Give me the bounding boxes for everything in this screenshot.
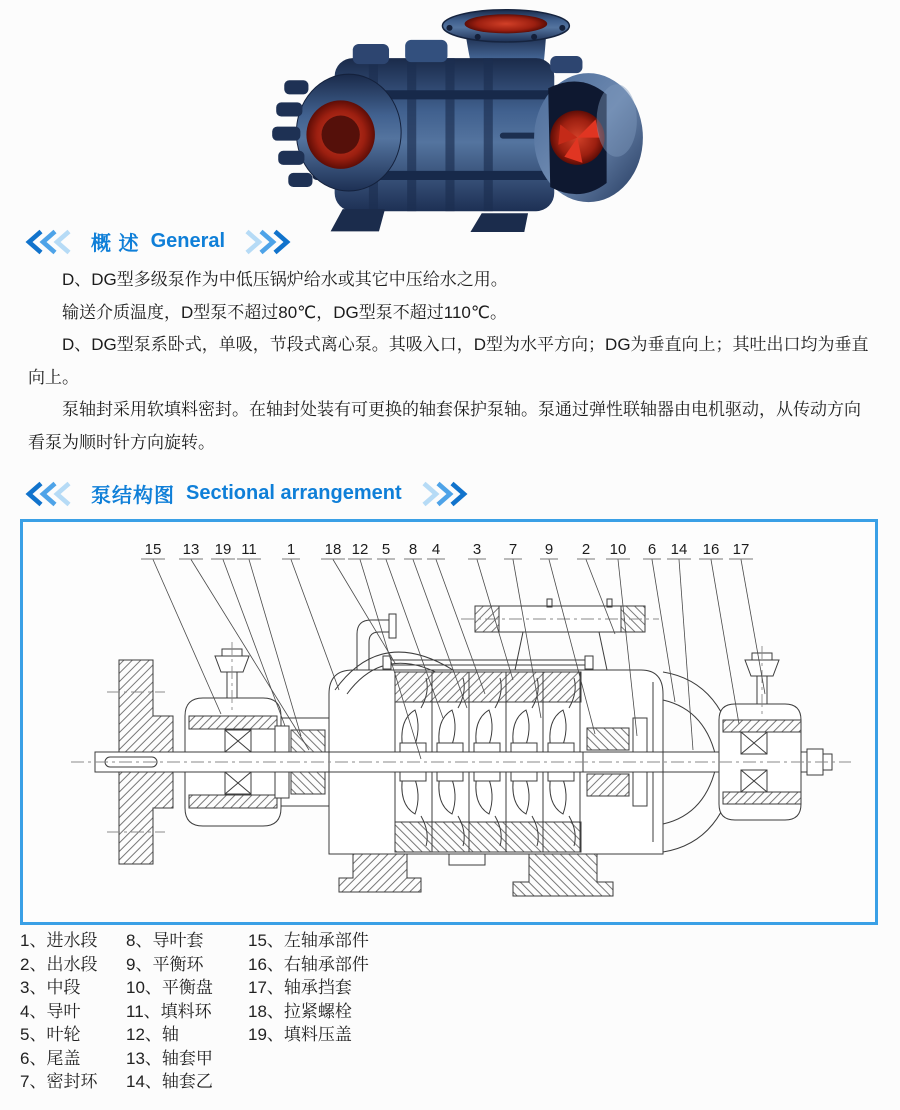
section-title-zh: 泵结构图 bbox=[91, 485, 175, 507]
chevrons-right-icon bbox=[411, 481, 469, 507]
legend-item: 13、轴套甲 bbox=[126, 1048, 213, 1068]
legend-item: 15、左轴承部件 bbox=[248, 931, 369, 950]
callout-label: 1 bbox=[286, 541, 296, 558]
legend-item: 18、拉紧螺栓 bbox=[248, 1001, 352, 1021]
sectional-drawing bbox=[23, 522, 875, 922]
legend-item: 16、右轴承部件 bbox=[248, 954, 369, 974]
legend-item: 2、出水段 bbox=[20, 954, 98, 974]
callout-label: 6 bbox=[647, 541, 657, 558]
legend-item: 8、导叶套 bbox=[126, 931, 204, 950]
callout-label: 7 bbox=[508, 541, 518, 558]
pump-photo-shapes bbox=[272, 10, 643, 232]
callout-label: 18 bbox=[324, 541, 342, 558]
legend-column-3 bbox=[248, 929, 369, 1094]
callout-label: 9 bbox=[544, 541, 554, 558]
legend-item: 9、平衡环 bbox=[126, 954, 204, 974]
legend-item: 14、轴套乙 bbox=[126, 1072, 213, 1091]
callout-label: 3 bbox=[472, 541, 482, 558]
callout-label: 12 bbox=[351, 541, 369, 558]
section-title-zh: 概 述 bbox=[91, 233, 140, 255]
legend-item: 5、叶轮 bbox=[20, 1025, 81, 1044]
callout-label: 15 bbox=[144, 541, 162, 558]
general-paragraphs bbox=[28, 264, 874, 459]
legend-item: 4、导叶 bbox=[20, 1001, 81, 1021]
legend-item: 11、填料环 bbox=[126, 1001, 212, 1021]
pump-feet bbox=[339, 854, 613, 896]
section-header-sectional bbox=[24, 479, 469, 508]
callout-label: 8 bbox=[408, 541, 418, 558]
legend-column-2 bbox=[126, 929, 248, 1094]
paragraph-temperature: 输送介质温度，D型泵不超过80℃，DG型泵不超过110℃。 bbox=[62, 302, 507, 322]
legend-item: 12、轴 bbox=[126, 1025, 179, 1044]
legend-item: 6、尾盖 bbox=[20, 1048, 81, 1068]
sectional-diagram-box bbox=[20, 519, 878, 925]
callout-label: 14 bbox=[670, 541, 688, 558]
callout-label: 10 bbox=[609, 541, 627, 558]
pump-photo bbox=[248, 2, 656, 232]
legend-item: 10、平衡盘 bbox=[126, 978, 213, 997]
parts-legend bbox=[20, 929, 369, 1094]
callout-label: 5 bbox=[381, 541, 391, 558]
callout-label: 19 bbox=[214, 541, 232, 558]
callout-label: 4 bbox=[431, 541, 441, 558]
chevrons-left-icon bbox=[24, 481, 82, 507]
chevrons-left-icon bbox=[24, 229, 82, 255]
legend-item: 7、密封环 bbox=[20, 1072, 98, 1091]
paragraph-usage: D、DG型多级泵作为中低压锅炉给水或其它中压给水之用。 bbox=[62, 270, 508, 289]
callout-label: 2 bbox=[581, 541, 591, 558]
legend-column-1 bbox=[20, 929, 126, 1094]
callout-label: 16 bbox=[702, 541, 720, 558]
section-header-general bbox=[24, 227, 292, 256]
paragraph-orientation: D、DG型泵系卧式，单吸，节段式离心泵。其吸入口，D型为水平方向；DG为垂直向上；其吐出口均为垂直向上。 bbox=[28, 335, 869, 387]
callout-label: 11 bbox=[241, 541, 257, 558]
legend-item: 3、中段 bbox=[20, 978, 81, 997]
chevrons-right-icon bbox=[234, 229, 292, 255]
legend-item: 17、轴承挡套 bbox=[248, 978, 352, 997]
section-title-en: General bbox=[150, 230, 226, 252]
callout-label: 17 bbox=[732, 541, 750, 558]
legend-item: 19、填料压盖 bbox=[248, 1025, 352, 1044]
right-bearing-assembly bbox=[719, 646, 832, 820]
callout-label: 13 bbox=[182, 541, 200, 558]
pump-casing bbox=[329, 599, 663, 854]
section-title-en: Sectional arrangement bbox=[186, 482, 402, 504]
paragraph-sealing: 泵轴封采用软填料密封。在轴封处装有可更换的轴套保护泵轴。泵通过弹性联轴器由电机驱动，从传动方向看泵为顺时针方向旋转。 bbox=[28, 400, 861, 452]
legend-item: 1、进水段 bbox=[20, 931, 98, 950]
